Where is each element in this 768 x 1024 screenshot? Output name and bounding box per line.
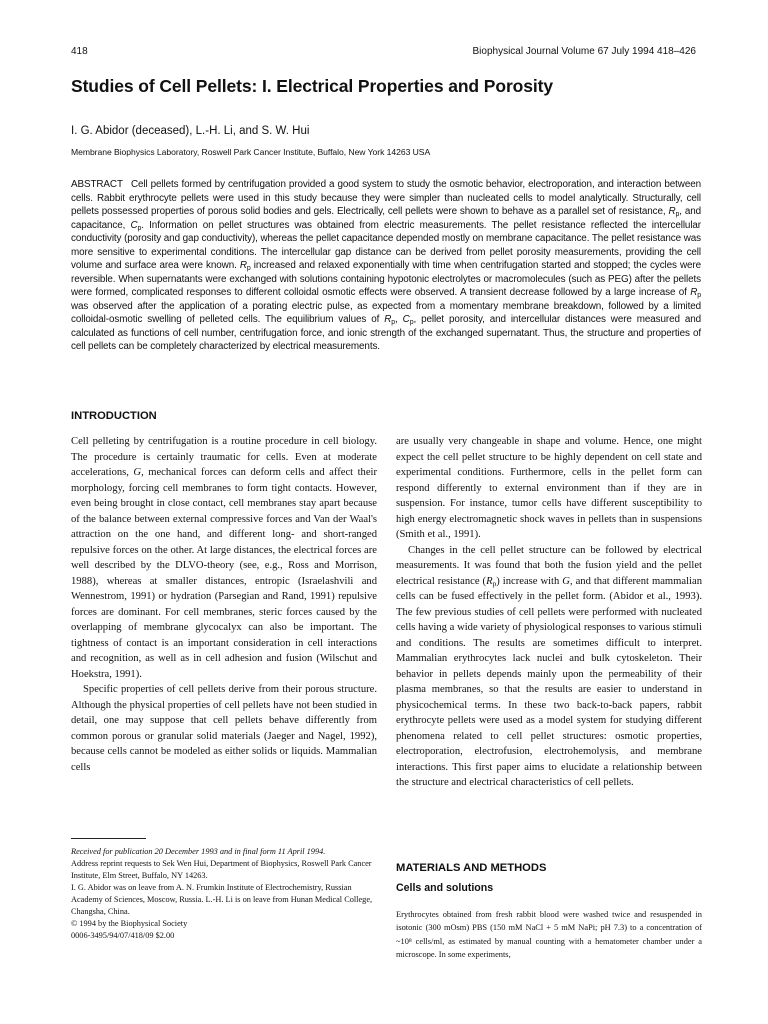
methods-heading: MATERIALS AND METHODS xyxy=(396,862,547,874)
received-note: Received for publication 20 December 1993 and in final form 11 April 1994. xyxy=(71,847,326,856)
introduction-heading: INTRODUCTION xyxy=(71,410,157,422)
intro-paragraph: are usually very changeable in shape and volume. Hence, one might expect the cell pellet structure to be highly dependent on cell state and experimental conditions. Furthermore, cells in the pellet form can respond differently to external environment than if they are in suspension. For instance, tumor cells have different susceptibility to high energy electromagnetic shock waves in pellets than in suspensions (Smith et al., 1991). xyxy=(396,436,702,540)
methods-paragraph: Erythrocytes obtained from fresh rabbit blood were washed twice and resuspended in isotonic (300 mOsm) PBS (150 mM NaCl + 5 mM NaPi; pH 7.3) to a concentration of ~10⁸ cells/ml, as estimated by manual counting with a hematometer chamber under a microscope. In some experiments, xyxy=(396,910,702,960)
footnotes xyxy=(71,846,377,942)
leave-note: I. G. Abidor was on leave from A. N. Frumkin Institute of Electrochemistry, Russian Academy of Sciences, Moscow, Russia. L.-H. Li is on leave from Hunan Medical College, Changsha, China. xyxy=(71,883,373,916)
abstract-label: ABSTRACT xyxy=(71,179,123,190)
intro-paragraph: Specific properties of cell pellets derive from their porous structure. Although the physical properties of cell pellets have not been studied in detail, one may suppose that cell pellets behave differently from common porous or granular solid materials (Jaeger and Nagel, 1992), because cells cannot be modeled as either solids or liquids. Mammalian cells xyxy=(71,684,377,773)
affiliation: Membrane Biophysics Laboratory, Roswell Park Cancer Institute, Buffalo, New York 14263 USA xyxy=(71,147,431,157)
intro-paragraph: Cell pelleting by centrifugation is a routine procedure in cell biology. The procedure is certainly traumatic for cells. Even at moderate accelerations, G, mechanical forces can deform cells and affect their morphology, forcing cell membranes to form tight contacts. However, even being brought in close contact, cell membranes stay apart because of the balance between external compressive forces and Van der Waal's attraction on the one hand, and different long- and short-ranged repulsive forces on the other. At large distances, the electrical forces are well described by the DLVO-theory (see, e.g., Ross and Morrison, 1988), whereas at smaller distances, entropic (Israelashvili and Wennestrom, 1991) or hydration (Parsegian and Rand, 1991) repulsive forces are dominant. For cell membranes, steric forces caused by the overlapping of membrane glycocalyx can also be important. The tightness of contact is an important consideration in cell interactions and recognition, as well as in cell adhesion and fusion (Wilschut and Hoekstra, 1991). xyxy=(71,436,377,680)
abstract: ABSTRACT Cell pellets formed by centrifugation provided a good system to study the osmotic behavior, electroporation, and interaction between cells. Rabbit erythrocyte pellets were used in this study because they were simpler than nucleated cells to model analytically. Structurally, cell pellets possessed properties of porous solid bodies and gels. Electrically, cell pellets were shown to behave as a parallel set of resistance, $R_p$, and capacitance, $C_p$. Information on pellet structures was obtained from electric measurements. The pellet resistance reflected the intercellular conductivity (porosity and gap conductivity), whereas the pellet capacitance depended mostly on membrane capacitance. The pellet resistance was more sensitive to experimental conditions. The intercellular gap distance can be derived from pellet porosity measurements, providing the cell volume and surface area were known. $R_p$ increased and relaxed exponentially with time when centrifugation started and stopped; the cycles were reversible. When supernatants were exchanged with solutions containing hypotonic electrolytes or macromolecules (such as PEG) after the pellets were formed, complicated responses to different colloidal osmotic effects were observed. A transient decrease followed by a large increase of $R_p$ was observed after the application of a porating electric pulse, as expected from a momentary membrane breakdown, followed by a limited colloidal-osmotic swelling of pelleted cells. The equilibrium values of $R_p$, $C_p$, pellet porosity, and intercellular distances were measured and calculated as functions of cell number, centrifugation force, and ionic strength of the exchanged supernatant. Thus, the structure and properties of cell pellets can be completely characterized by electrical measurements. xyxy=(71,179,702,352)
intro-paragraph: Changes in the cell pellet structure can be followed by electrical measurements. It was found that both the fusion yield and the pellet electrical resistance $(R_p)$ increase with G, and that different mammalian cells can be fused effectively in the pellet form. (Abidor et al., 1993). The few previous studies of cell pellets were performed with nucleated cells having a wide variety of physiological responses to various stimuli and conditions. The results are sometimes difficult to interpret. Mammalian erythrocytes lack nuclei and bulk cytoskeleton. Their behavior in pellets depends mainly upon the permeability of their plasma membranes, so that the results are easier to understand in physicochemical terms. In these two back-to-back papers, rabbit erythrocyte pellets were used as a model system for studying different phenomena related to cell pellet structures: osmotic properties, electroporation, electrofusion, electrohemolysis, and membrane interactions. This first paper aims to elucidate a relationship between the structure and electrical characteristics of cell pellets. xyxy=(396,544,702,788)
right-column xyxy=(396,434,702,791)
methods-subheading: Cells and solutions xyxy=(396,882,494,894)
author-list: I. G. Abidor (deceased), L.-H. Li, and S. W. Hui xyxy=(71,125,310,137)
copyright-note: © 1994 by the Biophysical Society xyxy=(71,919,188,928)
left-column xyxy=(71,434,377,775)
reprint-note: Address reprint requests to Sek Wen Hui, Department of Biophysics, Roswell Park Cancer Institute, Elm Street, Buffalo, NY 14263. xyxy=(71,859,372,880)
article-title: Studies of Cell Pellets: I. Electrical Properties and Porosity xyxy=(71,76,554,96)
running-head: Biophysical Journal Volume 67 July 1994 418–426 xyxy=(472,46,696,57)
issn-note: 0006-3495/94/07/418/09 $2.00 xyxy=(71,931,175,940)
footnote-rule xyxy=(71,838,146,839)
page-number: 418 xyxy=(71,46,88,57)
